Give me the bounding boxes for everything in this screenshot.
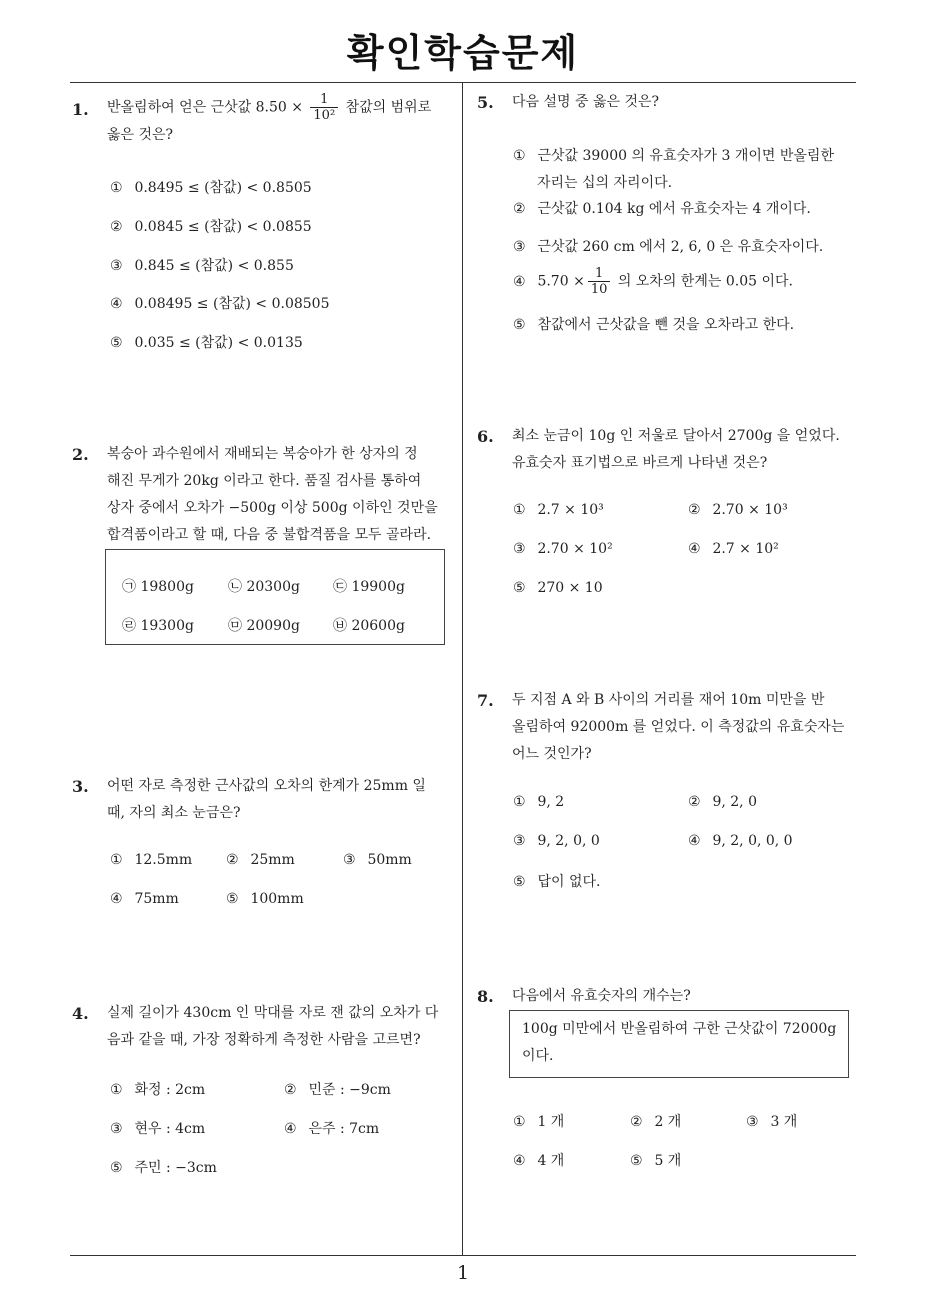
- option[interactable]: ② 9, 2, 0: [688, 794, 757, 810]
- column-divider: [462, 83, 463, 1256]
- question-number: 8.: [477, 987, 494, 1006]
- option[interactable]: ① 12.5mm: [110, 852, 193, 868]
- option[interactable]: ④ 5.70 × $\frac{1}{10}$ 의 오차의 한계는 0.05 이다.: [513, 266, 793, 297]
- question-text: 반올림하여 얻은 근삿값 8.50 × $\frac{1}{\text{10²}}$ 참값의 범위로: [107, 92, 432, 123]
- page-number: 1: [456, 1262, 470, 1284]
- option[interactable]: ③ 3 개: [746, 1114, 798, 1130]
- option[interactable]: ④ 9, 2, 0, 0, 0: [688, 833, 793, 849]
- option[interactable]: ⑤ 답이 없다.: [513, 874, 601, 890]
- option[interactable]: ③ 50mm: [343, 852, 412, 868]
- top-rule: [70, 82, 856, 83]
- item: ㉥ 20600g: [333, 618, 405, 634]
- option[interactable]: ⑤ 주민 : −3cm: [110, 1160, 217, 1176]
- option[interactable]: ⑤ 270 × 10: [513, 580, 603, 596]
- option[interactable]: ① 화정 : 2cm: [110, 1082, 206, 1098]
- question-number: 7.: [477, 691, 494, 710]
- option[interactable]: ⑤ 0.035 ≤ (참값) < 0.0135: [110, 335, 303, 351]
- option[interactable]: ① 2.7 × 10³: [513, 502, 604, 518]
- option[interactable]: ② 근삿값 0.104 kg 에서 유효숫자는 4 개이다.: [513, 201, 811, 217]
- question-text: 어떤 자로 측정한 근사값의 오차의 한계가 25mm 일 때, 자의 최소 눈금은?: [107, 778, 426, 821]
- item: ㉤ 20090g: [228, 618, 300, 634]
- option[interactable]: ③ 근삿값 260 cm 에서 2, 6, 0 은 유효숫자이다.: [513, 239, 824, 255]
- item: ㉣ 19300g: [122, 618, 194, 634]
- question-number: 6.: [477, 427, 494, 446]
- question-text: 다음 설명 중 옳은 것은?: [512, 94, 660, 110]
- option[interactable]: ⑤ 5 개: [630, 1153, 682, 1169]
- option[interactable]: ① 0.8495 ≤ (참값) < 0.8505: [110, 180, 312, 196]
- option[interactable]: ③ 9, 2, 0, 0: [513, 833, 600, 849]
- option[interactable]: ③ 2.70 × 10²: [513, 541, 613, 557]
- condition-text: 100g 미만에서 반올림하여 구한 근삿값이 72000g 이다.: [522, 1021, 837, 1064]
- item: ㉠ 19800g: [122, 579, 194, 595]
- question-number: 2.: [72, 445, 89, 464]
- item: ㉡ 20300g: [228, 579, 300, 595]
- fraction: $\frac{1}{\text{10²}}$: [310, 92, 338, 123]
- question-number: 4.: [72, 1004, 89, 1023]
- option[interactable]: ④ 4 개: [513, 1153, 565, 1169]
- question-text: 복숭아 과수원에서 재배되는 복숭아가 한 상자의 정 해진 무게가 20kg 이라고 한다. 품질 검사를 통하여 상자 중에서 오차가 −500g 이상 500g 이하인 것만을 합격품이라고 할 때, 다음 중 불합격품을 모두 골라라.: [107, 446, 438, 543]
- option[interactable]: ② 2.70 × 10³: [688, 502, 788, 518]
- bottom-rule: [70, 1255, 856, 1256]
- question-text: 두 지점 A 와 B 사이의 거리를 재어 10m 미만을 반 올림하여 92000m 를 얻었다. 이 측정값의 유효숫자는 어느 것인가?: [512, 692, 845, 762]
- question-text: 최소 눈금이 10g 인 저울로 달아서 2700g 을 얻었다. 유효숫자 표기법으로 바르게 나타낸 것은?: [512, 428, 840, 471]
- option[interactable]: ④ 75mm: [110, 891, 179, 907]
- question-number: 1.: [72, 100, 89, 119]
- question-number: 3.: [72, 777, 89, 796]
- question-number: 5.: [477, 93, 494, 112]
- option[interactable]: ⑤ 참값에서 근삿값을 뺀 것을 오차라고 한다.: [513, 317, 795, 333]
- option[interactable]: ④ 0.08495 ≤ (참값) < 0.08505: [110, 296, 330, 312]
- option[interactable]: ① 9, 2: [513, 794, 565, 810]
- option[interactable]: ② 0.0845 ≤ (참값) < 0.0855: [110, 219, 312, 235]
- option[interactable]: ③ 현우 : 4cm: [110, 1121, 206, 1137]
- option[interactable]: ③ 0.845 ≤ (참값) < 0.855: [110, 258, 294, 274]
- option[interactable]: ④ 은주 : 7cm: [284, 1121, 380, 1137]
- option[interactable]: ① 1 개: [513, 1114, 565, 1130]
- option[interactable]: ② 민준 : −9cm: [284, 1082, 391, 1098]
- fraction: $\frac{1}{10}$: [588, 266, 611, 297]
- option[interactable]: ⑤ 100mm: [226, 891, 304, 907]
- option[interactable]: ① 근삿값 39000 의 유효숫자가 3 개이면 반올림한 자리는 십의 자리이다.: [513, 148, 834, 191]
- question-text: 다음에서 유효숫자의 개수는?: [512, 988, 691, 1004]
- question-text-cont: 옳은 것은?: [107, 127, 174, 143]
- option[interactable]: ④ 2.7 × 10²: [688, 541, 779, 557]
- option[interactable]: ② 25mm: [226, 852, 295, 868]
- item: ㉢ 19900g: [333, 579, 405, 595]
- option[interactable]: ② 2 개: [630, 1114, 682, 1130]
- question-text: 실제 길이가 430cm 인 막대를 자로 잰 값의 오차가 다 음과 같을 때, 가장 정확하게 측정한 사람을 고르면?: [107, 1005, 439, 1048]
- page-title: 확인학습문제: [346, 31, 580, 75]
